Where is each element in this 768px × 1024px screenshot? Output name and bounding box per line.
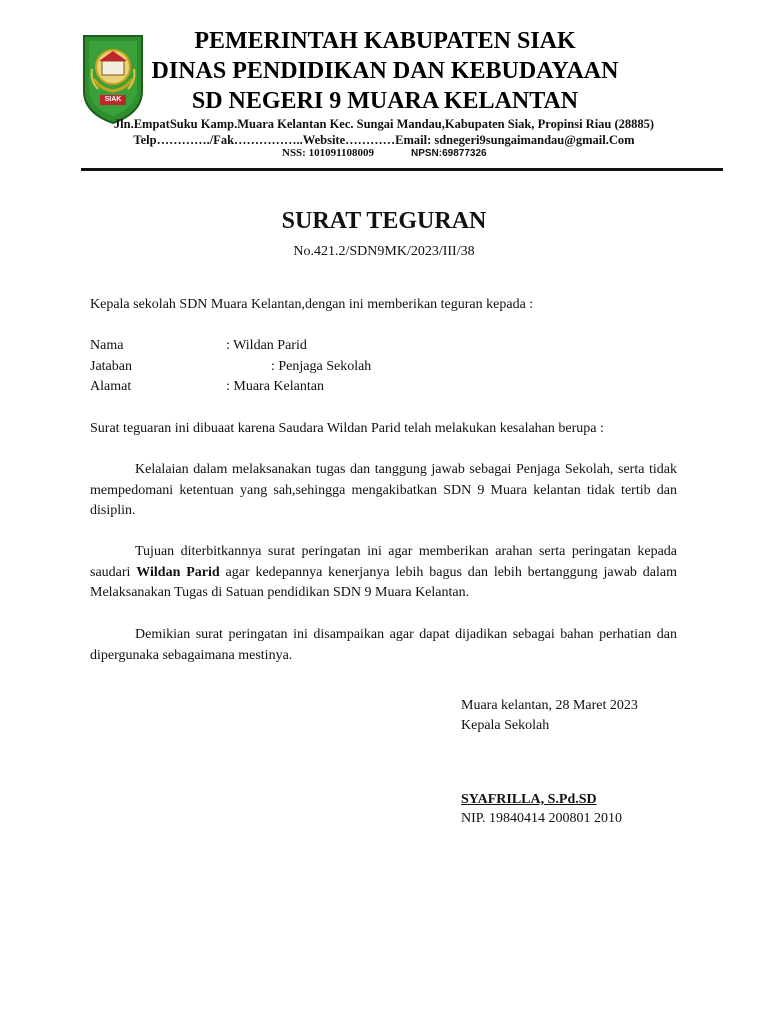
field-value-name: : Wildan Parid [226,338,307,353]
closing-paragraph: Demikian surat peringatan ini disampaikan agar dapat dijadikan sebagai bahan perhatian dan dipergunaka sebagaimana mestinya. [90,627,677,663]
purpose-text-end: agar kedepannya kenerjanya lebih bagus dan lebih bertanggung jawab dalam Melaksanakan Tugas di Satuan pendidikan SDN 9 Muara Kelantan. [90,564,677,600]
emblem-text: SIAK [104,96,122,103]
school-heading: SD NEGERI 9 MUARA KELANTAN [191,88,579,114]
signer-position: Kepala Sekolah [461,718,550,733]
purpose-text-start: Tujuan diterbitkannya surat peringatan ini agar memberikan arahan serta peringatan kepada saudari [90,544,677,580]
letter-title: SURAT TEGURAN [281,208,487,234]
siak-regency-emblem-icon [80,33,146,125]
field-value-address: : Muara Kelantan [226,379,324,394]
government-heading: PEMERINTAH KABUPATEN SIAK [194,28,576,54]
violation-paragraph: Kelalaian dalam melaksanakan tugas dan tanggung jawab sebagai Penjaga Sekolah, serta tidak mempedomani ketentuan yang sah,sehingga mengakibatkan SDN 9 Muara kelantan tidak tertib dan disiplin. [90,462,677,518]
place-and-date: Muara kelantan, 28 Maret 2023 [461,698,638,713]
field-label-name: Nama [90,338,124,353]
school-address: Jln.EmpatSuku Kamp.Muara Kelantan Kec. Sungai Mandau,Kabupaten Siak, Propinsi Riau (28885) [113,117,655,131]
employee-name-bold: Wildan Parid [136,564,220,580]
letterhead-divider [81,168,723,171]
signer-name: SYAFRILLA, S.Pd.SD [461,792,597,807]
field-label-address: Alamat [90,379,132,394]
field-label-position: Jataban [90,359,132,374]
school-contact: Telp…………./Fak……………..Website…………Email: sdnegeri9sungaimandau@gmail.Com [133,133,635,147]
reason-sentence: Surat teguaran ini dibuaat karena Saudara Wildan Parid telah melakukan kesalahan berupa : [90,421,604,436]
field-value-position: : Penjaga Sekolah [271,359,372,374]
purpose-paragraph [90,542,677,604]
letter-number: No.421.2/SDN9MK/2023/III/38 [293,244,475,259]
nss-number: NSS: 101091108009 [282,147,374,159]
signer-nip: NIP. 19840414 200801 2010 [461,811,623,826]
npsn-number: NPSN:69877326 [411,148,487,159]
opening-sentence: Kepala sekolah SDN Muara Kelantan,dengan ini memberikan teguran kepada : [90,297,534,312]
department-heading: DINAS PENDIDIKAN DAN KEBUDAYAAN [151,58,619,84]
